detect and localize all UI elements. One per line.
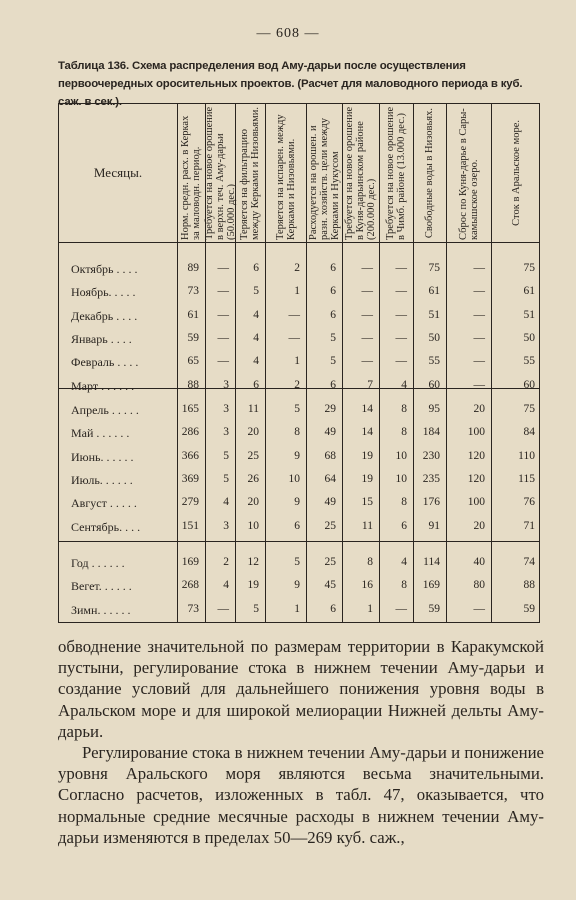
table-row bbox=[59, 376, 539, 398]
table-cell: 1 bbox=[294, 602, 300, 615]
table-cell: 50 bbox=[428, 331, 440, 344]
column-header bbox=[413, 104, 446, 242]
table-cell: 8 bbox=[401, 579, 407, 592]
column-header bbox=[379, 104, 413, 242]
column-header bbox=[265, 104, 306, 242]
table-cell: 6 bbox=[253, 262, 259, 274]
table-cell: 5 bbox=[223, 472, 229, 485]
table-cell: 4 bbox=[253, 331, 259, 344]
table-cell: 2 bbox=[294, 262, 300, 274]
table-cell: 65 bbox=[187, 355, 199, 368]
table-row bbox=[59, 470, 539, 492]
table-cell: 8 bbox=[367, 556, 373, 568]
table-cell: 1 bbox=[294, 285, 300, 298]
column-header bbox=[235, 104, 265, 242]
table-cell: 51 bbox=[523, 308, 535, 321]
table-cell: — bbox=[288, 308, 300, 321]
table-cell: 10 bbox=[247, 519, 259, 532]
table-cell: — bbox=[473, 331, 485, 344]
table-cell: 75 bbox=[523, 403, 535, 415]
table-cell: — bbox=[217, 308, 229, 321]
table-cell: — bbox=[395, 602, 407, 615]
table-cell: 20 bbox=[247, 426, 259, 439]
column-header bbox=[205, 104, 235, 242]
table-row bbox=[59, 423, 539, 445]
table-cell: 10 bbox=[288, 472, 300, 485]
column-header bbox=[491, 104, 541, 242]
table-cell: 19 bbox=[361, 472, 373, 485]
table-cell: 20 bbox=[247, 496, 259, 509]
table-cell: 3 bbox=[223, 519, 229, 532]
table-cell: 4 bbox=[401, 378, 407, 391]
table-cell: 89 bbox=[187, 262, 199, 274]
table-cell: 19 bbox=[247, 579, 259, 592]
table-cell: 19 bbox=[361, 449, 373, 462]
month-label: Вегет. . . . . . bbox=[71, 579, 132, 594]
table-cell: 20 bbox=[473, 403, 485, 415]
table-cell: 88 bbox=[523, 579, 535, 592]
group-separator bbox=[59, 541, 539, 542]
table-cell: 45 bbox=[324, 579, 336, 592]
table-cell: 7 bbox=[367, 378, 373, 391]
column-header-label: Теряется на фильтрацию между Керками и Низовьями. bbox=[239, 106, 261, 240]
table-cell: 61 bbox=[523, 285, 535, 298]
paragraph: обводнение значительной по размерам территории в Каракумской пустыни, регулирование стока в нижнем течении Аму-дарьи и создание условий для дальнейшего понижения уровня воды в Аральском море и для широкой мелиорации Нижней дельты Аму-дарьи. bbox=[58, 637, 544, 741]
table-cell: — bbox=[361, 308, 373, 321]
table-cell: 8 bbox=[294, 426, 300, 439]
table-cell: 10 bbox=[395, 472, 407, 485]
table-cell: 6 bbox=[330, 262, 336, 274]
table-cell: 8 bbox=[401, 426, 407, 439]
table-row bbox=[59, 553, 539, 575]
table-cell: 59 bbox=[428, 602, 440, 615]
table-cell: — bbox=[395, 285, 407, 298]
table-cell: 26 bbox=[247, 472, 259, 485]
table-cell: 49 bbox=[324, 426, 336, 439]
table-cell: 15 bbox=[361, 496, 373, 509]
column-header-label: Сброс по Куня-дарье в Сары-камышское озеро. bbox=[457, 108, 480, 240]
table-cell: 176 bbox=[422, 496, 440, 509]
table-cell: 6 bbox=[330, 602, 336, 615]
table-cell: 3 bbox=[223, 426, 229, 439]
table-row bbox=[59, 282, 539, 304]
table-cell: 5 bbox=[253, 285, 259, 298]
table-caption: Таблица 136. Схема распределения вод Аму-дарьи после осуществления первоочередных оросительных проектов. (Расчет для маловодного периода в куб. саж. в сек.). bbox=[58, 60, 523, 108]
table-cell: 9 bbox=[294, 579, 300, 592]
table-cell: 4 bbox=[223, 579, 229, 592]
table-cell: 74 bbox=[523, 556, 535, 568]
table-cell: 80 bbox=[473, 579, 485, 592]
month-label: Октябрь . . . . bbox=[71, 262, 138, 276]
table-row bbox=[59, 400, 539, 422]
table-cell: 151 bbox=[181, 519, 199, 532]
month-label: Май . . . . . . bbox=[71, 426, 130, 441]
column-header bbox=[177, 104, 205, 242]
table-cell: 84 bbox=[523, 426, 535, 439]
table-row bbox=[59, 517, 539, 539]
column-header-label: Требуется на новое орошение в Чимб. районе (13.000 дес.) bbox=[385, 106, 407, 240]
table-cell: 6 bbox=[330, 285, 336, 298]
table-cell: 64 bbox=[324, 472, 336, 485]
table-row bbox=[59, 600, 539, 622]
table-cell: 60 bbox=[428, 378, 440, 391]
month-label: Март . . . . . . bbox=[71, 378, 135, 393]
table-cell: 2 bbox=[223, 556, 229, 568]
table-cell: — bbox=[473, 602, 485, 615]
table-cell: 5 bbox=[294, 556, 300, 568]
month-label: Ноябрь. . . . . bbox=[71, 285, 136, 300]
table-cell: — bbox=[361, 331, 373, 344]
table-cell: 61 bbox=[428, 285, 440, 298]
table-cell: — bbox=[473, 355, 485, 368]
table-cell: 91 bbox=[428, 519, 440, 532]
table-cell: 3 bbox=[223, 403, 229, 415]
body-text bbox=[58, 636, 544, 848]
table-row bbox=[59, 329, 539, 351]
table-cell: — bbox=[473, 285, 485, 298]
table-cell: 11 bbox=[361, 519, 373, 532]
table-cell: 25 bbox=[324, 556, 336, 568]
table-cell: 115 bbox=[518, 472, 535, 485]
table-cell: 1 bbox=[367, 602, 373, 615]
table-cell: 73 bbox=[187, 285, 199, 298]
table-cell: 4 bbox=[401, 556, 407, 568]
table-cell: 25 bbox=[324, 519, 336, 532]
table-cell: 8 bbox=[401, 403, 407, 415]
column-header-label: Требуется на новое орошение в верхн. теч. Аму-дарьи (50.000 дес.) bbox=[203, 106, 237, 240]
table-row bbox=[59, 493, 539, 515]
table-cell: 76 bbox=[523, 496, 535, 509]
table-cell: 16 bbox=[361, 579, 373, 592]
table-cell: — bbox=[217, 602, 229, 615]
table-cell: — bbox=[473, 378, 485, 391]
table-cell: 366 bbox=[181, 449, 199, 462]
table-cell: — bbox=[288, 331, 300, 344]
table-cell: — bbox=[217, 262, 229, 274]
column-header-label: Сток в Аральское море. bbox=[510, 120, 522, 226]
table-cell: — bbox=[473, 308, 485, 321]
table-cell: 369 bbox=[181, 472, 199, 485]
table-cell: 286 bbox=[181, 426, 199, 439]
table-cell: 120 bbox=[467, 449, 485, 462]
table-cell: 235 bbox=[422, 472, 440, 485]
table-cell: 29 bbox=[324, 403, 336, 415]
table-cell: 6 bbox=[294, 519, 300, 532]
table-cell: 268 bbox=[181, 579, 199, 592]
page-number: — 608 — bbox=[256, 26, 320, 41]
table-cell: 279 bbox=[181, 496, 199, 509]
table-cell: 100 bbox=[467, 426, 485, 439]
month-label: Февраль . . . . bbox=[71, 355, 139, 370]
table-cell: 4 bbox=[223, 496, 229, 509]
table-cell: 5 bbox=[330, 355, 336, 368]
table-cell: 230 bbox=[422, 449, 440, 462]
table-header-row bbox=[59, 104, 539, 243]
table-cell: 5 bbox=[223, 449, 229, 462]
column-header bbox=[446, 104, 491, 242]
month-label: Январь . . . . bbox=[71, 331, 132, 346]
table-cell: 169 bbox=[181, 556, 199, 568]
table-cell: 2 bbox=[294, 378, 300, 391]
column-header-label: Расходуется на орошен. и разн. хозяйств. цели между Керками и Нукусом bbox=[307, 118, 341, 240]
table-cell: 10 bbox=[395, 449, 407, 462]
table-cell: 100 bbox=[467, 496, 485, 509]
table-cell: 59 bbox=[523, 602, 535, 615]
column-header bbox=[306, 104, 342, 242]
table-cell: 4 bbox=[253, 308, 259, 321]
table-cell: 20 bbox=[473, 519, 485, 532]
table-cell: — bbox=[361, 285, 373, 298]
month-label: Декабрь . . . . bbox=[71, 308, 138, 323]
table-cell: — bbox=[217, 285, 229, 298]
table-cell: 165 bbox=[181, 403, 199, 415]
month-label: Зимн. . . . . . bbox=[71, 602, 131, 617]
table-cell: 73 bbox=[187, 602, 199, 615]
table-cell: 120 bbox=[467, 472, 485, 485]
table-row bbox=[59, 352, 539, 374]
table-cell: 184 bbox=[422, 426, 440, 439]
table-cell: 5 bbox=[294, 403, 300, 415]
table-cell: 75 bbox=[428, 262, 440, 274]
table-cell: 9 bbox=[294, 496, 300, 509]
column-header-label: Норм. средн. расх. в Керках за маловодн. период. bbox=[180, 115, 202, 240]
column-header-label: Требуется на новое орошение в Куня-дарьинском районе (200.000 дес.) bbox=[344, 106, 377, 240]
table-cell: 71 bbox=[523, 519, 535, 532]
table-cell: 169 bbox=[422, 579, 440, 592]
table-cell: 4 bbox=[253, 355, 259, 368]
table-cell: — bbox=[395, 355, 407, 368]
table-cell: 51 bbox=[428, 308, 440, 321]
table-cell: 14 bbox=[361, 426, 373, 439]
column-header-label: Теряется на испарен. между Керками и Низовьями. bbox=[274, 114, 297, 240]
table-cell: 61 bbox=[187, 308, 199, 321]
table-cell: 75 bbox=[523, 262, 535, 274]
table-cell: 12 bbox=[247, 556, 259, 568]
table-cell: — bbox=[395, 308, 407, 321]
table-cell: 25 bbox=[247, 449, 259, 462]
table-cell: 60 bbox=[523, 378, 535, 391]
table-cell: 14 bbox=[361, 403, 373, 415]
table-cell: 11 bbox=[247, 403, 259, 415]
table-cell: — bbox=[361, 262, 373, 274]
month-label: Август . . . . . bbox=[71, 496, 137, 511]
table-cell: 1 bbox=[294, 355, 300, 368]
table-cell: 68 bbox=[324, 449, 336, 462]
table-cell: 5 bbox=[253, 602, 259, 615]
month-column-header: Месяцы. bbox=[93, 165, 143, 180]
table-cell: 40 bbox=[473, 556, 485, 568]
table-cell: 6 bbox=[330, 378, 336, 391]
month-label: Сентябрь. . . . bbox=[71, 519, 141, 534]
table-cell: 6 bbox=[330, 308, 336, 321]
table-cell: — bbox=[361, 355, 373, 368]
table-cell: 50 bbox=[523, 331, 535, 344]
table-cell: 55 bbox=[428, 355, 440, 368]
month-label: Июнь. . . . . . bbox=[71, 449, 134, 464]
table-cell: 110 bbox=[518, 449, 535, 462]
water-distribution-table bbox=[58, 103, 540, 623]
table-cell: 5 bbox=[330, 331, 336, 344]
month-label: Апрель . . . . . bbox=[71, 403, 139, 417]
column-header-label: Свободные воды в Низовьях. bbox=[424, 107, 435, 239]
table-row bbox=[59, 306, 539, 328]
table-cell: 6 bbox=[401, 519, 407, 532]
paragraph: Регулирование стока в нижнем течении Аму-дарьи и понижение уровня Аральского моря являются весьма значительными. Согласно расчетов, изложенных в табл. 47, оказывается, что нормальные средние месячные расходы в нижнем течении Аму-дарьи изменяются в пределах 50—269 куб. саж., bbox=[58, 743, 544, 847]
table-cell: 95 bbox=[428, 403, 440, 415]
table-row bbox=[59, 259, 539, 281]
column-header bbox=[342, 104, 379, 242]
table-cell: — bbox=[217, 355, 229, 368]
table-cell: 9 bbox=[294, 449, 300, 462]
table-cell: — bbox=[217, 331, 229, 344]
table-cell: — bbox=[473, 262, 485, 274]
table-cell: 55 bbox=[523, 355, 535, 368]
month-label: Год . . . . . . bbox=[71, 556, 125, 570]
table-row bbox=[59, 576, 539, 598]
table-cell: 49 bbox=[324, 496, 336, 509]
table-cell: — bbox=[395, 331, 407, 344]
month-label: Июль. . . . . . bbox=[71, 472, 133, 487]
table-cell: 114 bbox=[423, 556, 440, 568]
table-cell: 3 bbox=[223, 378, 229, 391]
table-cell: 59 bbox=[187, 331, 199, 344]
table-cell: — bbox=[395, 262, 407, 274]
table-row bbox=[59, 447, 539, 469]
table-cell: 88 bbox=[187, 378, 199, 391]
table-cell: 8 bbox=[401, 496, 407, 509]
table-cell: 6 bbox=[253, 378, 259, 391]
